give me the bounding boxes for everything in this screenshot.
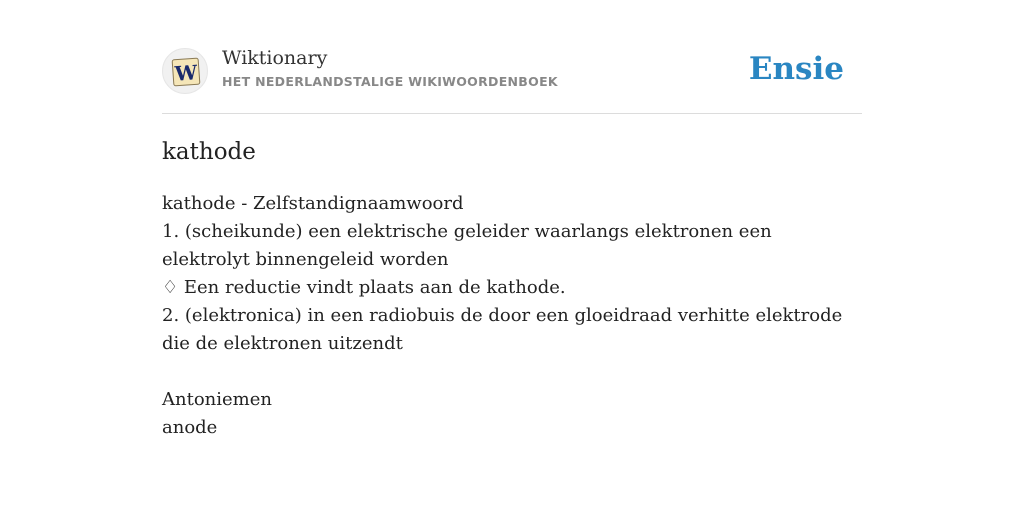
svg-text:W: W bbox=[174, 60, 199, 86]
definition-1: 1. (scheikunde) een elektrische geleider waarlangs elektronen een elektrolyt binnengeleid worden bbox=[162, 221, 772, 270]
site-tagline: HET NEDERLANDSTALIGE WIKIWOORDENBOEK bbox=[222, 74, 558, 89]
definition-2: 2. (elektronica) in een radiobuis de door een gloeidraad verhitte elektrode die de elektronen uitzendt bbox=[162, 305, 843, 354]
wiktionary-logo-graphic bbox=[170, 56, 202, 88]
page-title: kathode bbox=[162, 139, 256, 165]
page bbox=[162, 0, 862, 512]
antonyms-value: anode bbox=[162, 417, 218, 438]
site-header bbox=[162, 46, 862, 96]
site-name[interactable]: Wiktionary bbox=[222, 47, 328, 69]
spacer bbox=[162, 358, 862, 386]
wiktionary-logo-icon[interactable] bbox=[162, 48, 208, 94]
example-1: ♢ Een reductie vindt plaats aan de kathode. bbox=[162, 277, 566, 298]
ensie-brand-link[interactable]: Ensie bbox=[748, 51, 844, 87]
header-divider bbox=[162, 113, 862, 114]
antonyms-label: Antoniemen bbox=[162, 389, 272, 410]
entry-heading-line: kathode - Zelfstandignaamwoord bbox=[162, 193, 464, 214]
entry-content bbox=[162, 190, 862, 442]
